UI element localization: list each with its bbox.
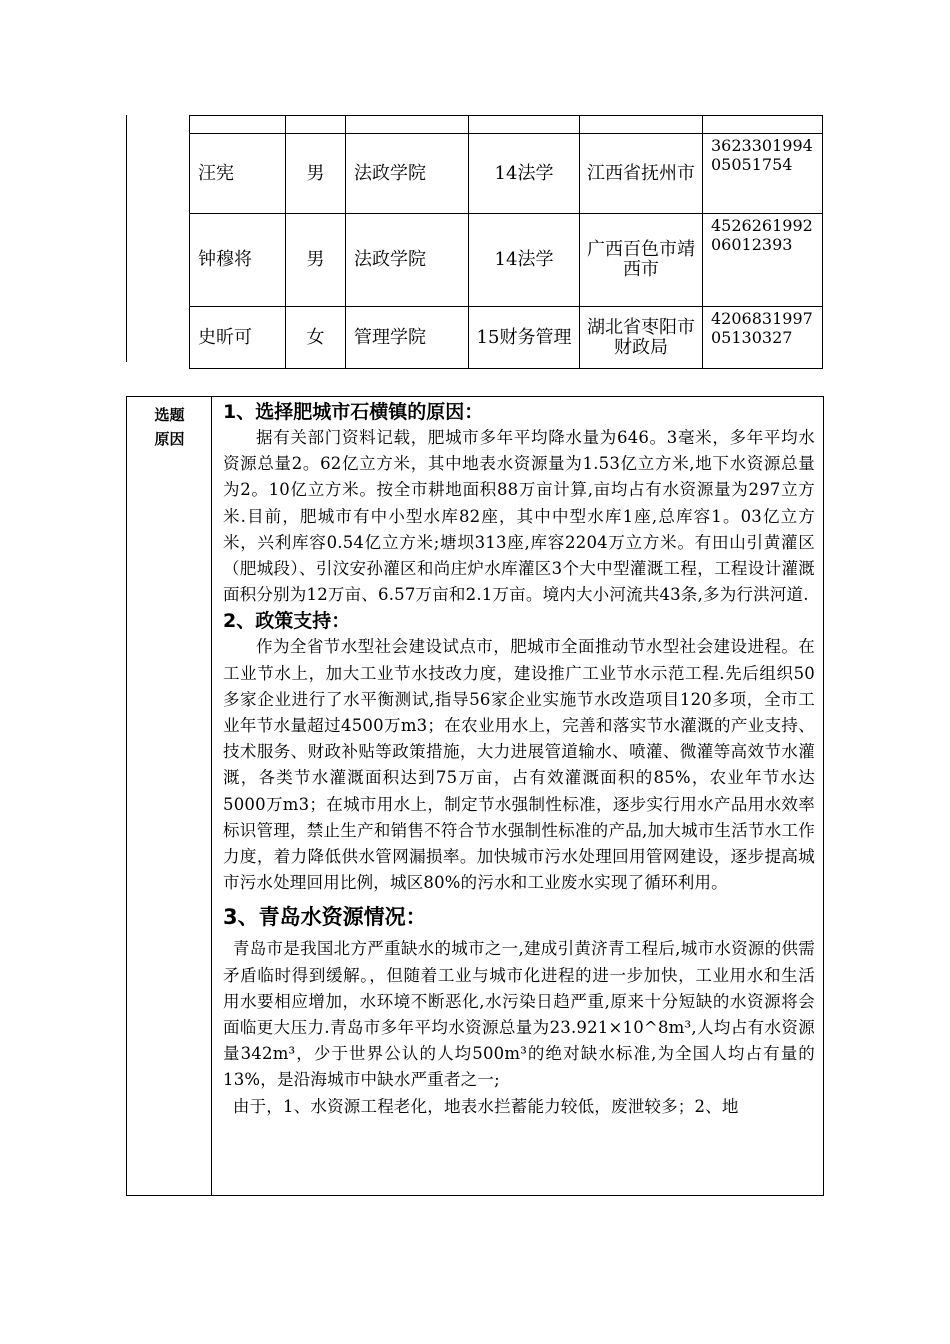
member-gender: 男 <box>286 134 346 214</box>
table-border <box>126 115 127 362</box>
section-paragraph: 青岛市是我国北方严重缺水的城市之一,建成引黄济青工程后,城市水资源的供需矛盾临时得到缓解。，但随着工业与城市化进程的进一步加快，工业用水和生活用水要相应增加，水环境不断恶化,水污染日趋严重,原来十分短缺的水资源将会面临更大压力.青岛市多年平均水资源总量为23.921×10^8m³,人均占有水资源量342m³，少于世界公认的人均500m³的绝对缺水标准,为全国人均占有量的13%，是沿海城市中缺水严重者之一; <box>223 939 815 1090</box>
member-class: 14法学 <box>469 134 580 214</box>
member-name: 史昕可 <box>190 307 286 369</box>
member-id-number: 420683199705130327 <box>703 307 823 369</box>
member-grid <box>189 115 823 369</box>
reason-label-cell <box>127 397 212 1195</box>
member-college: 法政学院 <box>346 134 469 214</box>
member-gender: 女 <box>286 307 346 369</box>
member-class: 14法学 <box>469 214 580 307</box>
member-address: 湖北省枣阳市财政局 <box>580 307 703 369</box>
section-paragraph: 由于，1、水资源工程老化，地表水拦蓄能力较低，废泄较多；2、地 <box>232 1096 739 1116</box>
table-row <box>190 214 823 307</box>
section-paragraph: 作为全省节水型社会建设试点市，肥城市全面推动节水型社会建设进程。在工业节水上，加大工业节水技改力度，建设推广工业节水示范工程.先后组织50多家企业进行了水平衡测试,指导56家企业实施节水改造项目120多项，全市工业年节水量超过4500万m3；在农业用水上，完善和落实节水灌溉的产业支持、技术服务、财政补贴等政策措施，大力进展管道输水、喷灌、微灌等高效节水灌溉，各类节水灌溉面积达到75万亩，占有效灌溉面积的85%，农业年节水达5000万m3；在城市用水上，制定节水强制性标准，逐步实行用水产品用水效率标识管理，禁止生产和销售不符合节水强制性标准的产品,加大城市生活节水工作力度，着力降低供水管网漏损率。加快城市污水处理回用管网建设，逐步提高城市污水处理回用比例，城区80%的污水和工业废水实现了循环利用。 <box>223 637 815 893</box>
member-address: 广西百色市靖西市 <box>580 214 703 307</box>
member-college: 法政学院 <box>346 214 469 307</box>
member-address: 江西省抚州市 <box>580 134 703 214</box>
reason-label-line: 原因 <box>154 430 185 448</box>
member-name: 汪宪 <box>190 134 286 214</box>
section-heading: 2、政策支持： <box>223 610 351 633</box>
reason-content <box>223 399 815 1195</box>
table-row <box>190 134 823 214</box>
member-id-number: 452626199206012393 <box>703 214 823 307</box>
reason-label-line: 选题 <box>154 406 185 424</box>
section-heading: 3、青岛水资源情况： <box>223 905 427 930</box>
member-gender: 男 <box>286 214 346 307</box>
member-class: 15财务管理 <box>469 307 580 369</box>
member-table <box>126 115 822 362</box>
reason-table <box>126 396 824 1196</box>
member-id-number: 362330199405051754 <box>703 134 823 214</box>
table-row <box>190 307 823 369</box>
table-row <box>190 116 823 134</box>
section-heading: 1、选择肥城市石横镇的原因： <box>223 401 484 423</box>
member-college: 管理学院 <box>346 307 469 369</box>
section-paragraph: 据有关部门资料记载，肥城市多年平均降水量为646。3毫米，多年平均水资源总量2。62亿立方米，其中地表水资源量为1.53亿立方米,地下水资源总量为2。10亿立方米。按全市耕地面积88万亩计算,亩均占有水资源量为297立方米.目前，肥城市有中小型水库82座，其中中型水库1座,总库容1。03亿立方米，兴利库容0.54亿立方米;塘坝313座,库容2204万立方米。有田山引黄灌区（肥城段）、引汶安孙灌区和尚庄炉水库灌区3个大中型灌溉工程，工程设计灌溉面积分别为12万亩、6.57万亩和2.1万亩。境内大小河流共43条,多为行洪河道. <box>223 428 815 605</box>
member-name: 钟穆将 <box>190 214 286 307</box>
reason-label <box>127 403 212 451</box>
